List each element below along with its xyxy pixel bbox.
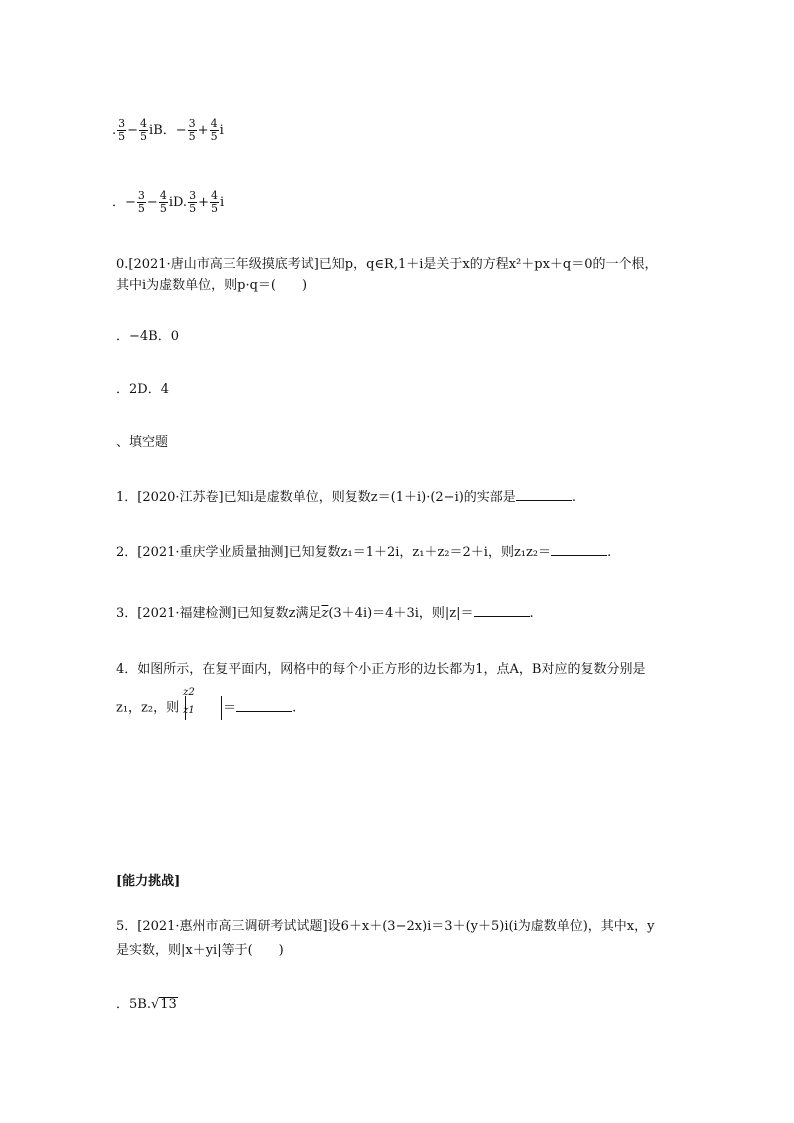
option-lead: . (112, 123, 117, 138)
option-row-1: . $\frac{3}{5}$ − $\frac{4}{5}$ iB．− $\frac{3}{5}$ + $\frac{4}{5}$ i (112, 117, 224, 143)
sqrt-value: 13 (160, 997, 177, 1012)
fraction: $\frac{4}{5}$ (159, 189, 167, 215)
fraction: $\frac{3}{5}$ (137, 189, 145, 215)
question-5-line-2: 是实数，则|x＋yi|等于( ) (116, 943, 284, 958)
question-5-line-1: 5．[2021·惠州市高三调研考试试题]设6＋x＋(3−2x)i＝3＋(y＋5)i(i为虚数单位)，其中x，y (116, 919, 655, 934)
fraction: $\frac{3}{5}$ (118, 117, 126, 143)
fill-question-2: 2．[2021·重庆学业质量抽测]已知复数z₁＝1＋2i，z₁＋z₂＝2＋i，则z₁z₂＝ . (116, 545, 612, 560)
question-5-options: ．5B.√13 (116, 997, 177, 1012)
answer-blank[interactable] (516, 488, 572, 501)
fraction: $\frac{3}{5}$ (189, 189, 197, 215)
fill-question-4-line-2: z₁，z₂，则 z2 z1 ＝ . (116, 690, 296, 726)
question-10-options-1: ．−4B．0 (116, 329, 179, 344)
answer-blank[interactable] (551, 543, 607, 556)
fraction: $\frac{4}{5}$ (140, 117, 148, 143)
fill-question-4-line-1: 4．如图所示，在复平面内，网格中的每个小正方形的边长都为1，点A，B对应的复数分别是 (116, 662, 646, 677)
fill-question-3: 3．[2021·福建检测]已知复数z满足$\overline{z}(3+4i)=4+3i$，则|z|＝ . (116, 606, 534, 621)
fraction: $\frac{4}{5}$ (210, 117, 218, 143)
fraction: $\frac{3}{5}$ (188, 117, 196, 143)
fraction: $\frac{4}{5}$ (210, 189, 218, 215)
answer-blank[interactable] (236, 699, 292, 712)
abs-fraction: z2 z1 (179, 690, 223, 726)
question-10-options-2: ．2D．4 (116, 382, 169, 397)
z-conjugate: $\overline{z}$ (321, 606, 329, 621)
section-fill-heading: 、填空题 (116, 435, 169, 450)
question-10-line-1: 0.[2021·唐山市高三年级摸底考试]已知p，q∈R,1＋i是关于x的方程x²＋px＋q＝0的一个根， (116, 257, 658, 272)
option-row-2: ．− $\frac{3}{5}$ − $\frac{4}{5}$ iD. $\frac{3}{5}$ + $\frac{4}{5}$ i (112, 189, 225, 215)
answer-blank[interactable] (474, 604, 530, 617)
section-ability-heading: [能力挑战] (116, 874, 181, 889)
question-10-line-2: 其中i为虚数单位，则p·q＝( ) (116, 278, 308, 293)
fill-question-1: 1．[2020·江苏卷]已知i是虚数单位，则复数z＝(1＋i)·(2−i)的实部是 . (116, 490, 576, 505)
option-lead: ．− (112, 195, 136, 210)
